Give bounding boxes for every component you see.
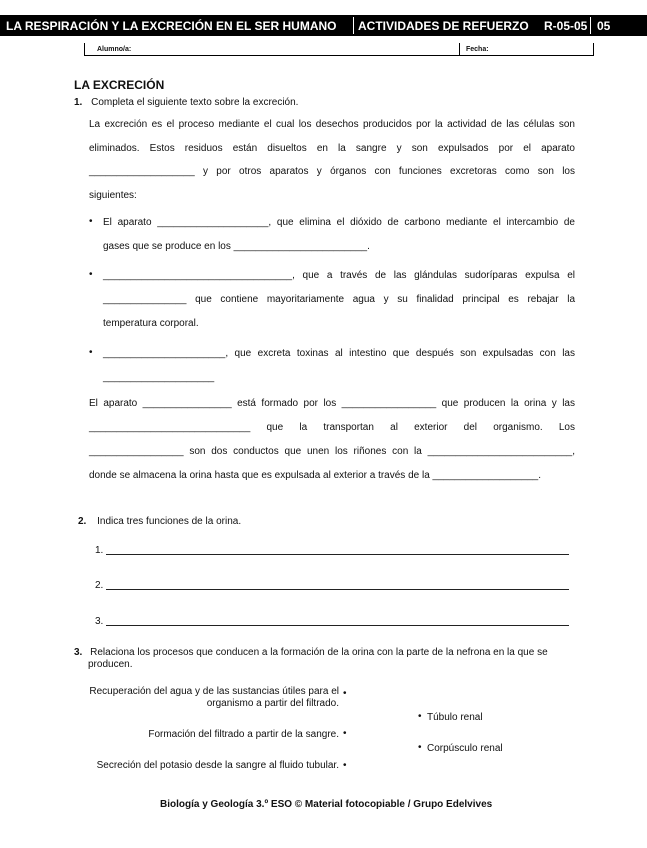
- paragraph-line: _____________________________ que la transportan al exterior del organismo. Los: [89, 422, 575, 433]
- bullet-line: gases que se produce en los ________________________.: [103, 241, 370, 252]
- process-item: Secreción del potasio desde la sangre al fluido tubular.: [96, 760, 339, 771]
- match-dot-icon[interactable]: •: [343, 728, 347, 739]
- match-dot-icon[interactable]: •: [343, 760, 347, 771]
- bullet-line: ______________________, que excreta toxinas al intestino que después son expulsadas con las: [103, 348, 575, 359]
- answer-number: 2.: [95, 580, 104, 591]
- paragraph-line: donde se almacena la orina hasta que es expulsada al exterior a través de la ___________________.: [89, 470, 541, 481]
- header-page-number: 05: [597, 19, 611, 33]
- footer-credit: Biología y Geología 3.º ESO © Material fotocopiable / Grupo Edelvives: [160, 799, 493, 810]
- answer-line[interactable]: [106, 625, 569, 626]
- process-item: Recuperación del agua y de las sustancias útiles para el: [89, 686, 339, 697]
- question-prompt: Relaciona los procesos que conducen a la formación de la orina con la parte de la nefrona en la que se: [90, 647, 548, 658]
- match-dot-icon[interactable]: •: [343, 688, 347, 699]
- paragraph-line: _________________ son dos conductos que unen los riñones con la __________________________,: [89, 446, 575, 457]
- match-dot-icon[interactable]: •: [418, 742, 422, 753]
- question-1: [74, 97, 298, 108]
- question-number: 1.: [74, 97, 83, 108]
- header-divider: [590, 17, 591, 34]
- question-prompt: producen.: [88, 659, 133, 670]
- paragraph-line: eliminados. Estos residuos están disueltos en la sangre y son expulsados por el aparato: [89, 143, 575, 154]
- process-item: organismo a partir del filtrado.: [206, 698, 339, 709]
- student-row-divider: [459, 43, 460, 55]
- question-prompt: Completa el siguiente texto sobre la excreción.: [91, 97, 299, 108]
- match-dot-icon[interactable]: •: [418, 711, 422, 722]
- paragraph-line: La excreción es el proceso mediante el cual los desechos producidos por la actividad de las células son: [89, 119, 575, 130]
- question-prompt: Indica tres funciones de la orina.: [97, 516, 242, 527]
- header-divider: [353, 17, 354, 34]
- nephron-part: Túbulo renal: [427, 712, 483, 723]
- bullet-dot-icon: •: [89, 216, 93, 227]
- process-item: Formación del filtrado a partir de la sangre.: [148, 729, 339, 740]
- bullet-line: temperatura corporal.: [103, 318, 199, 329]
- paragraph-line: siguientes:: [89, 190, 137, 201]
- answer-number: 3.: [95, 616, 104, 627]
- bullet-dot-icon: •: [89, 269, 93, 280]
- bullet-line: __________________________________, que a través de las glándulas sudoríparas expulsa el: [103, 270, 575, 281]
- student-name-label: Alumno/a:: [97, 46, 132, 53]
- header-code: R-05-05: [544, 19, 588, 33]
- question-2: [78, 516, 241, 527]
- header-section: ACTIVIDADES DE REFUERZO: [358, 19, 529, 33]
- question-number: 2.: [78, 516, 87, 527]
- bullet-line: _______________ que contiene mayoritariamente agua y su finalidad principal es rebajar la: [103, 294, 575, 305]
- header-title: LA RESPIRACIÓN Y LA EXCRECIÓN EN EL SER HUMANO: [6, 19, 337, 33]
- student-info-row: [84, 43, 594, 56]
- answer-number: 1.: [95, 545, 104, 556]
- bullet-line: El aparato ____________________, que elimina el dióxido de carbono mediante el intercambio de: [103, 217, 575, 228]
- header-bar: [0, 15, 647, 36]
- question-3: [74, 647, 548, 658]
- paragraph-line: ___________________ y por otros aparatos y órganos con funciones excretoras como son los: [89, 166, 575, 177]
- bullet-dot-icon: •: [89, 347, 93, 358]
- bullet-line: ____________________: [103, 372, 215, 383]
- date-label: Fecha:: [466, 46, 489, 53]
- answer-line[interactable]: [106, 554, 569, 555]
- answer-line[interactable]: [106, 589, 569, 590]
- section-heading: LA EXCRECIÓN: [74, 78, 165, 92]
- question-number: 3.: [74, 647, 83, 658]
- nephron-part: Corpúsculo renal: [427, 743, 503, 754]
- paragraph-line: El aparato ________________ está formado por los _________________ que producen la orina y las: [89, 398, 575, 409]
